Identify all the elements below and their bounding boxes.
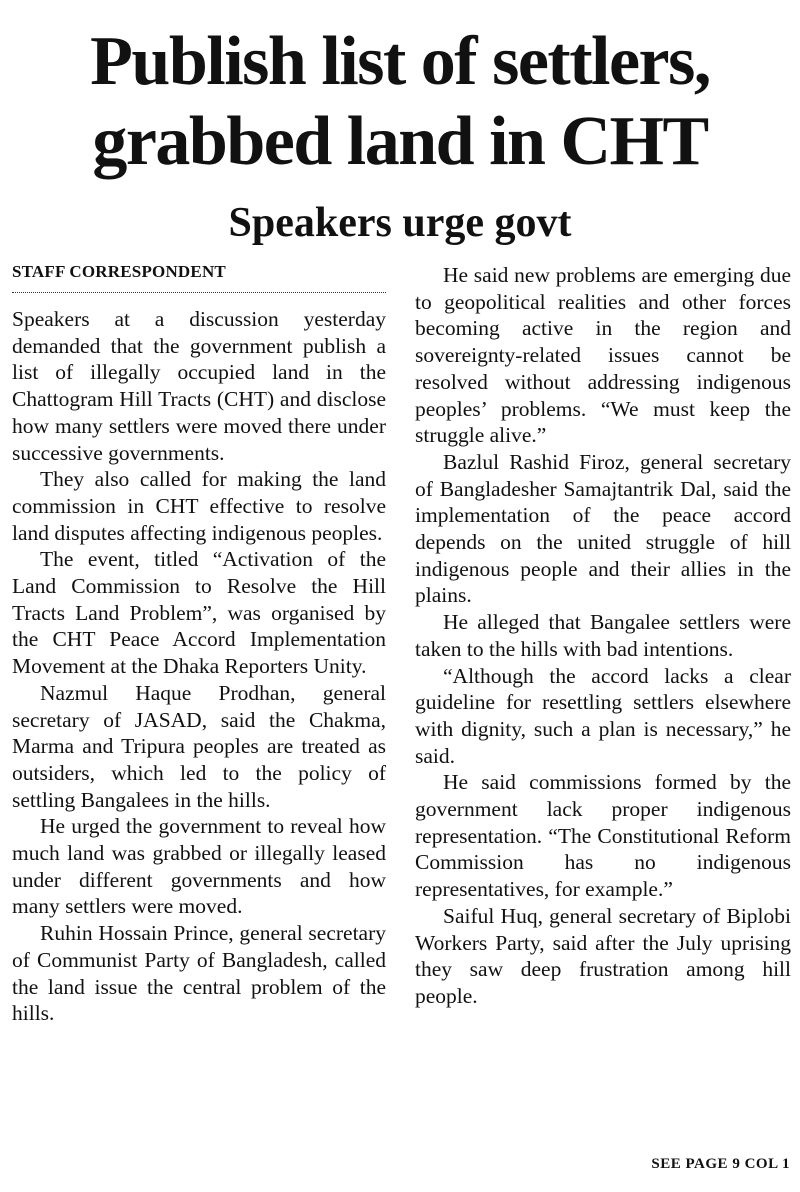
article-paragraph: “Although the accord lacks a clear guideline for resettling settlers elsewhere with dignity, such a plan is necessary,” he said. <box>415 663 791 768</box>
article-paragraph: Saiful Huq, general secretary of Biplobi Workers Party, said after the July uprising they saw deep frustration among hill people. <box>415 903 791 1008</box>
article-paragraph: Speakers at a discussion yesterday demanded that the government publish a list of illegally occupied land in the Chattogram Hill Tracts (CHT) and disclose how many settlers were moved there under successive governments. <box>12 307 386 465</box>
article-paragraph: They also called for making the land commission in CHT effective to resolve land disputes affecting indigenous peoples. <box>12 467 386 545</box>
article-paragraph: Nazmul Haque Prodhan, general secretary of JASAD, said the Chakma, Marma and Tripura peoples are treated as outsiders, which led to the policy of settling Bangalees in the hills. <box>12 680 386 812</box>
article-column-left <box>12 262 386 1027</box>
article-paragraph: He alleged that Bangalee settlers were taken to the hills with bad intentions. <box>415 610 791 661</box>
article-paragraph: The event, titled “Activation of the Land Commission to Resolve the Hill Tracts Land Problem”, was organised by the CHT Peace Accord Implementation Movement at the Dhaka Reporters Unity. <box>12 547 386 679</box>
article-paragraph: He urged the government to reveal how much land was grabbed or illegally leased under different governments and how many settlers were moved. <box>12 814 386 919</box>
jump-line: SEE PAGE 9 COL 1 <box>651 1156 790 1172</box>
article-paragraph: Ruhin Hossain Prince, general secretary of Communist Party of Bangladesh, called the land issue the central problem of the hills. <box>12 921 386 1026</box>
headline-line-1: Publish list of settlers, <box>90 23 710 100</box>
byline: STAFF CORRESPONDENT <box>12 262 386 293</box>
article-paragraph: He said new problems are emerging due to geopolitical realities and other forces becoming active in the region and sovereignty-related issues cannot be resolved without addressing indigenous peoples’ problems. “We must keep the struggle alive.” <box>415 263 791 448</box>
headline <box>0 22 800 182</box>
article-column-right <box>415 262 791 1010</box>
headline-line-2: grabbed land in CHT <box>92 103 708 180</box>
subheadline: Speakers urge govt <box>228 200 572 246</box>
article-paragraph: He said commissions formed by the government lack proper indigenous representation. “The Constitutional Reform Commission has no indigenous representatives, for example.” <box>415 770 791 902</box>
article-paragraph: Bazlul Rashid Firoz, general secretary of Bangladesher Samajtantrik Dal, said the implementation of the peace accord depends on the united struggle of hill indigenous people and their allies in the plains. <box>415 449 791 608</box>
